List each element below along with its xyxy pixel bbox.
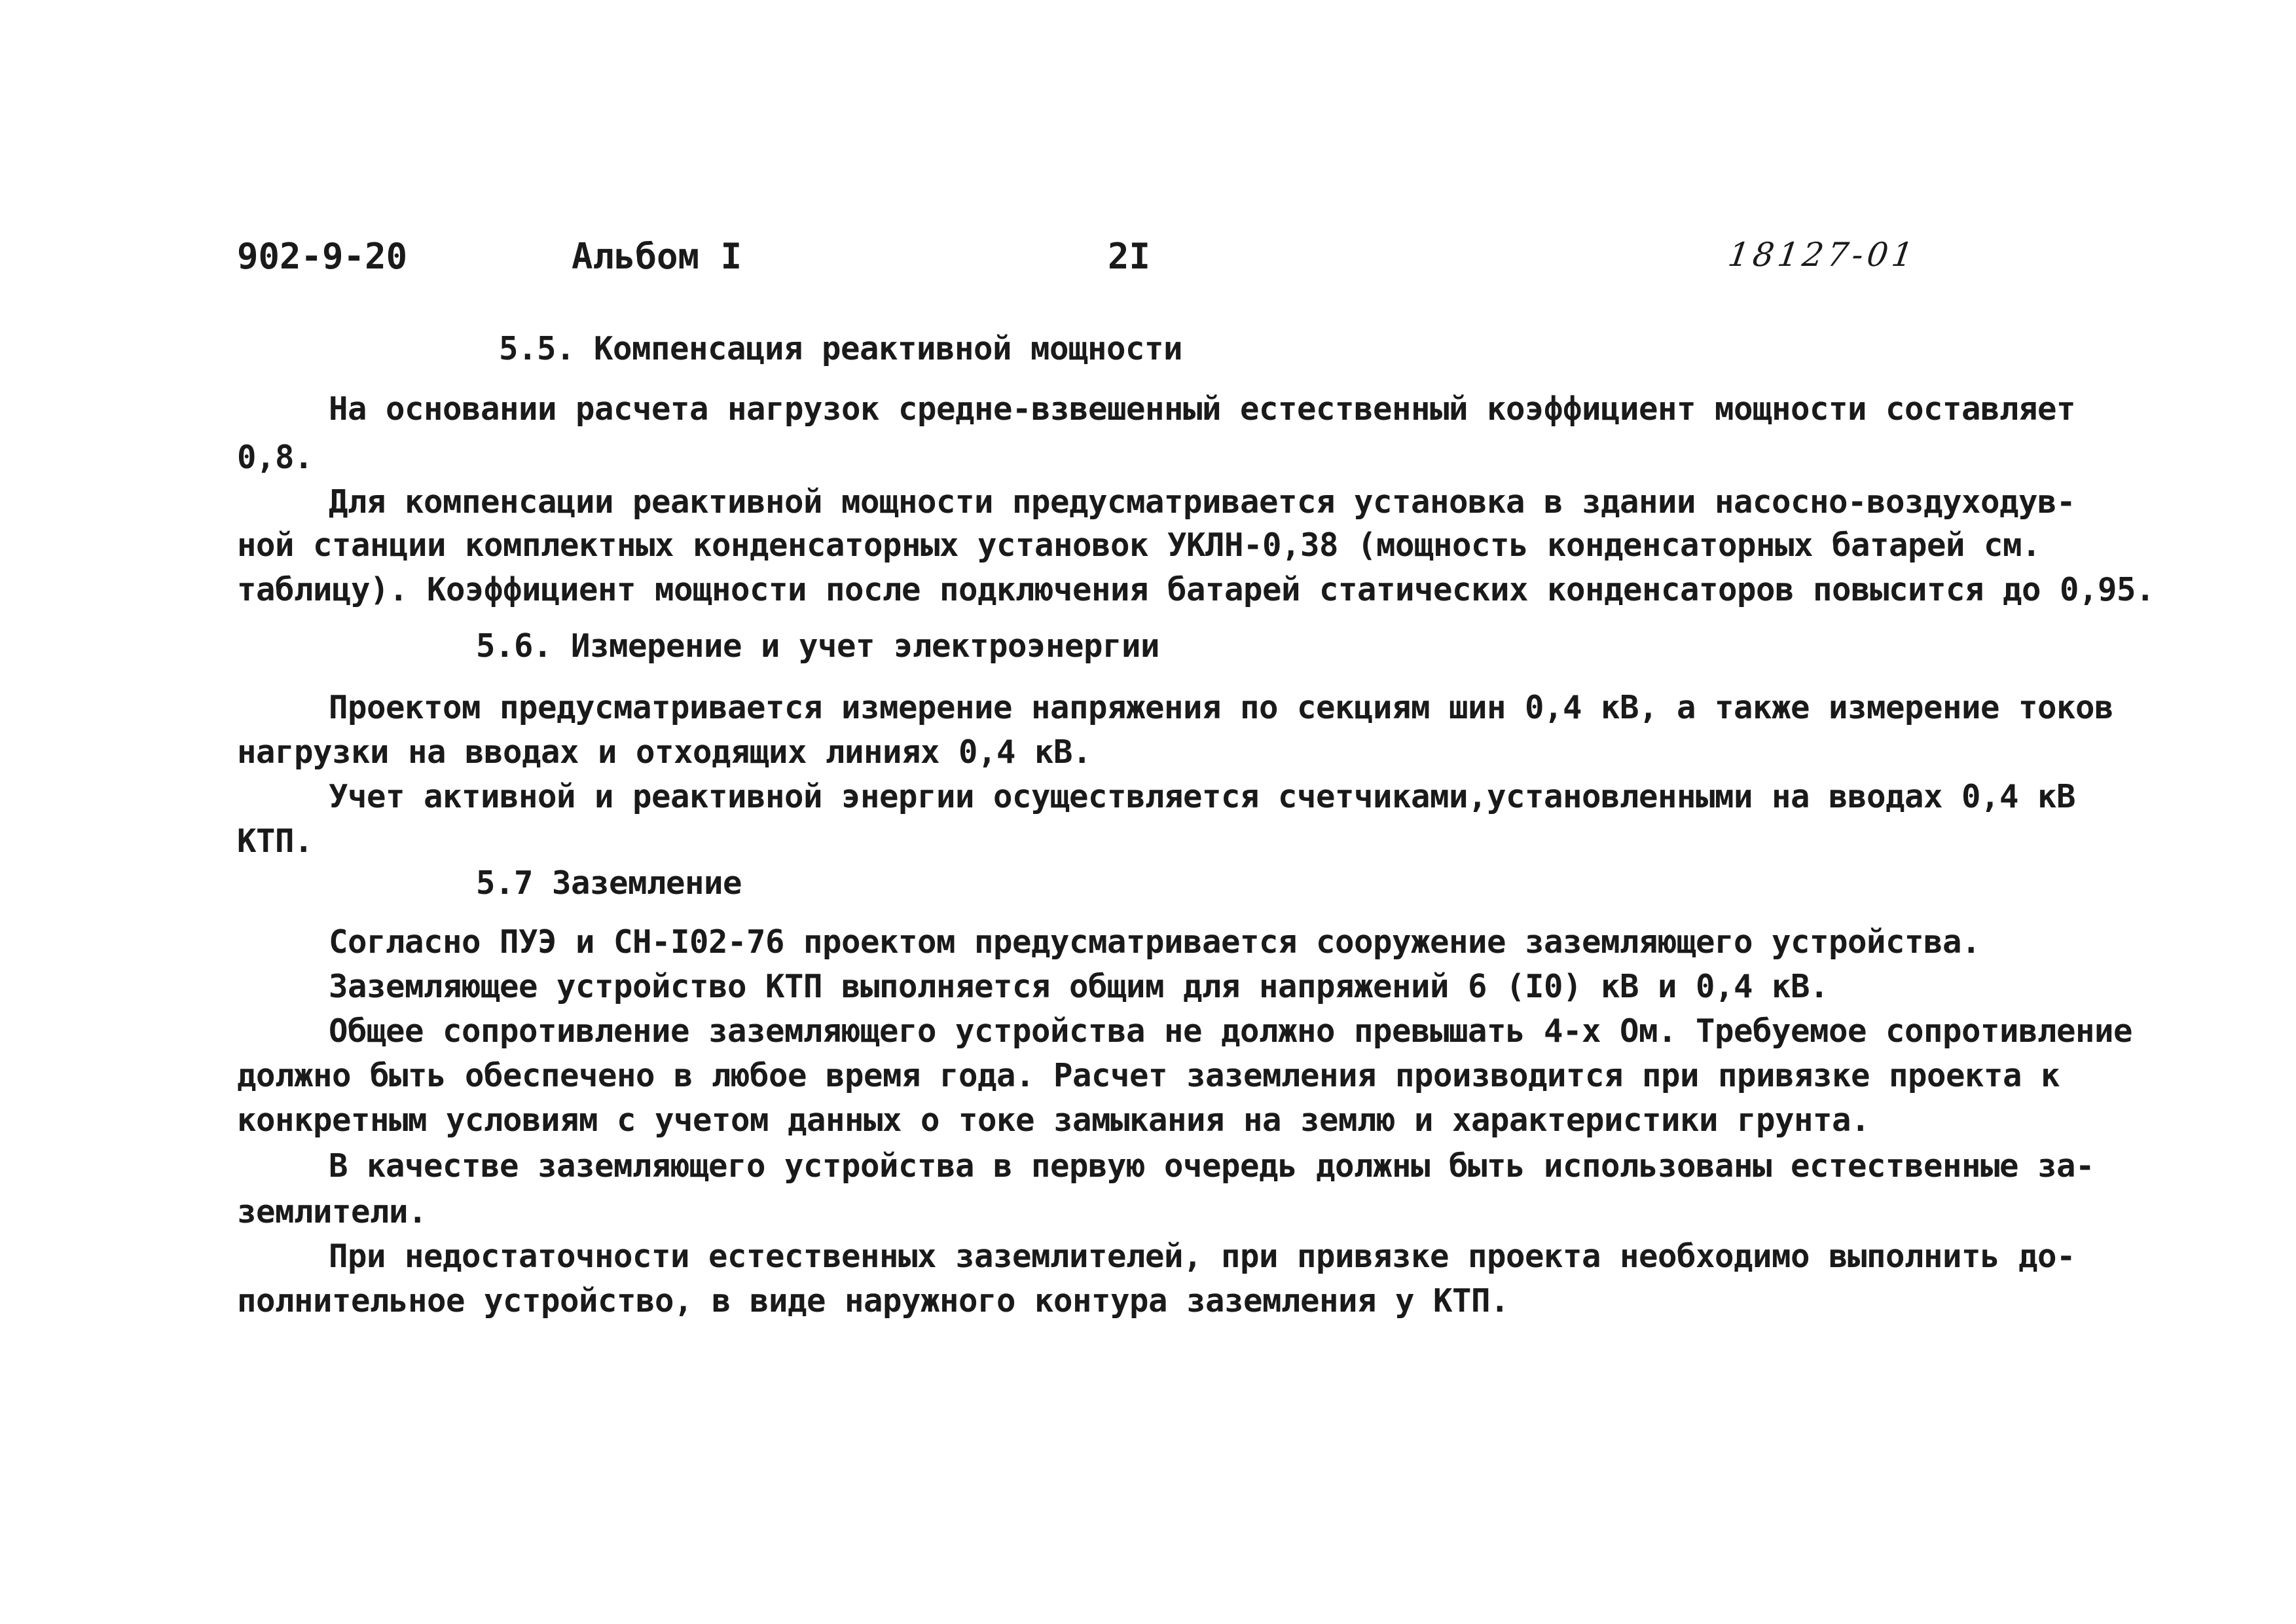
- page-header: [0, 236, 2296, 288]
- paragraph-line: Заземляющее устройство КТП выполняется общим для напряжений 6 (I0) кВ и 0,4 кВ.: [329, 968, 1829, 1005]
- paragraph-line: таблицу). Коэффициент мощности после подключения батарей статических конденсаторов повысится до 0,95.: [237, 571, 2155, 608]
- section-heading-5-7: 5.7 Заземление: [476, 864, 742, 902]
- paragraph-line: конкретным условиям с учетом данных о токе замыкания на землю и характеристики грунта.: [237, 1101, 1870, 1139]
- paragraph-line: Для компенсации реактивной мощности предусматривается установка в здании насосно-воздуходув-: [329, 483, 2076, 521]
- paragraph-line: Проектом предусматривается измерение напряжения по секциям шин 0,4 кВ, а также измерение токов: [329, 689, 2114, 726]
- section-heading-5-6: 5.6. Измерение и учет электроэнергии: [476, 627, 1160, 665]
- album-label: Альбом I: [572, 236, 742, 277]
- paragraph-line: 0,8.: [237, 439, 314, 476]
- paragraph-line: ной станции комплектных конденсаторных установок УКЛН-0,38 (мощность конденсаторных батарей см.: [237, 526, 2041, 564]
- paragraph-line: землители.: [237, 1193, 428, 1230]
- paragraph-line: Учет активной и реактивной энергии осуществляется счетчиками,установленными на вводах 0,4 кВ: [329, 778, 2076, 815]
- paragraph-line: нагрузки на вводах и отходящих линиях 0,4 кВ.: [237, 733, 1092, 771]
- doc-code: 902-9-20: [237, 236, 408, 277]
- paragraph-line: В качестве заземляющего устройства в первую очередь должны быть использованы естественные за-: [329, 1147, 2095, 1185]
- paragraph-line: полнительное устройство, в виде наружного контура заземления у КТП.: [237, 1282, 1510, 1320]
- page-number: 2I: [1108, 236, 1151, 277]
- paragraph-line: КТП.: [237, 822, 314, 860]
- archive-number: 18127-01: [1725, 236, 1920, 274]
- paragraph-line: Общее сопротивление заземляющего устройства не должно превышать 4-х Ом. Требуемое сопротивление: [329, 1012, 2133, 1050]
- paragraph-line: Согласно ПУЭ и СН-I02-76 проектом предусматривается сооружение заземляющего устройства.: [329, 923, 1981, 961]
- paragraph-line: должно быть обеспечено в любое время года. Расчет заземления производится при привязке проекта к: [237, 1057, 2060, 1094]
- section-heading-5-5: 5.5. Компенсация реактивной мощности: [499, 330, 1183, 367]
- paragraph-line: При недостаточности естественных заземлителей, при привязке проекта необходимо выполнить до-: [329, 1238, 2076, 1275]
- paragraph-line: На основании расчета нагрузок средне-взвешенный естественный коэффициент мощности составляет: [329, 390, 2076, 428]
